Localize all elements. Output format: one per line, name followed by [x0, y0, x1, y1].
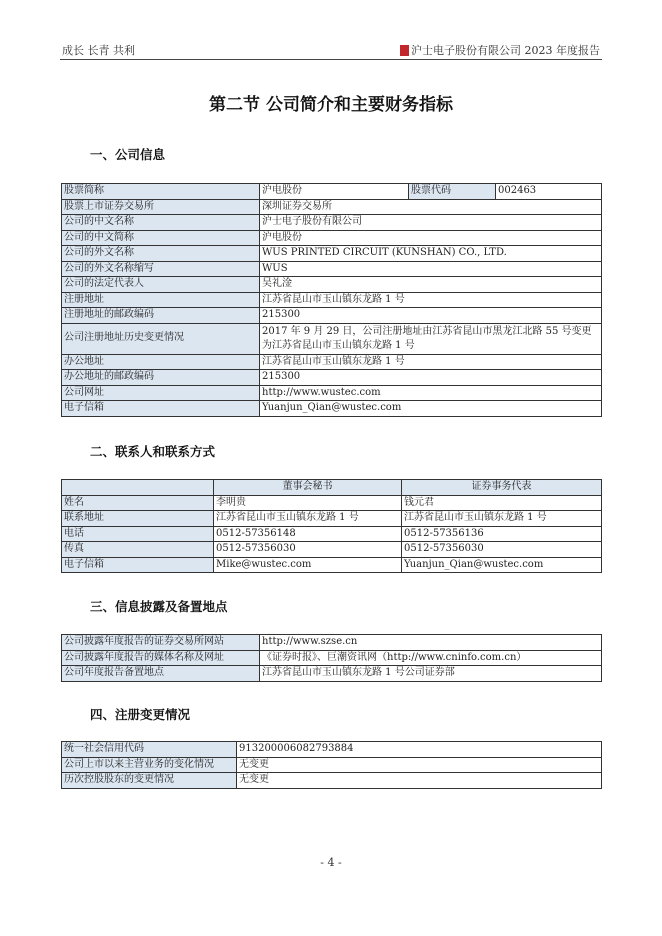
row-label: 历次控股股东的变更情况: [62, 773, 237, 789]
row-label: 公司注册地址历史变更情况: [62, 323, 260, 354]
secretary-value: 江苏省昆山市玉山镇东龙路 1 号: [214, 511, 402, 527]
row-label: 电子信箱: [62, 557, 214, 573]
row-label: 公司的中文名称: [62, 215, 260, 231]
row-label: 公司的外文名称: [62, 246, 260, 262]
rep-value: 0512-57356136: [402, 526, 602, 542]
row-value: 215300: [260, 308, 602, 324]
row-value: 《证券时报》、巨潮资讯网（http://www.cninfo.com.cn）: [260, 650, 602, 666]
row-label: 股票上市证券交易所: [62, 199, 260, 215]
table-row: [62, 215, 602, 231]
section-heading-disclosure: 三、信息披露及备置地点: [90, 599, 228, 614]
table-row: [62, 354, 602, 370]
row-value: 2017 年 9 月 29 日，公司注册地址由江苏省昆山市黑龙江北路 55 号变更为江苏省昆山市玉山镇东龙路 1 号: [260, 323, 602, 354]
row-label: 办公地址: [62, 354, 260, 370]
row-value: Yuanjun_Qian@wustec.com: [260, 401, 602, 417]
table-row: [62, 292, 602, 308]
header-slogan: 成长 长青 共利: [62, 44, 135, 57]
table-row: [62, 308, 602, 324]
header-report-title: [400, 42, 600, 58]
table-row: [62, 635, 602, 651]
table-row: [62, 199, 602, 215]
row-label: 传真: [62, 542, 214, 558]
row-label: 注册地址的邮政编码: [62, 308, 260, 324]
row-value: WUS PRINTED CIRCUIT (KUNSHAN) CO., LTD.: [260, 246, 602, 262]
row-label: 办公地址的邮政编码: [62, 370, 260, 386]
row-label: 公司年度报告备置地点: [62, 666, 260, 682]
table-row: [62, 495, 602, 511]
table-row: [62, 230, 602, 246]
table-row: [62, 385, 602, 401]
stock-abbr-label: 股票简称: [62, 184, 260, 200]
section-heading-company-info: 一、公司信息: [90, 147, 166, 162]
report-title-text: 沪士电子股份有限公司 2023 年度报告: [411, 44, 600, 57]
page-number: - 4 -: [320, 856, 342, 869]
contacts-table: [61, 479, 602, 573]
row-label: 电子信箱: [62, 401, 260, 417]
row-value: 无变更: [237, 773, 602, 789]
row-label: 公司的中文简称: [62, 230, 260, 246]
row-label: 注册地址: [62, 292, 260, 308]
stock-abbr-value: 沪电股份: [260, 184, 409, 200]
row-label: 公司披露年度报告的证券交易所网站: [62, 635, 260, 651]
secretary-value: 0512-57356148: [214, 526, 402, 542]
row-value: 江苏省昆山市玉山镇东龙路 1 号公司证券部: [260, 666, 602, 682]
disclosure-table: [61, 634, 602, 682]
row-label: 公司披露年度报告的媒体名称及网址: [62, 650, 260, 666]
rep-value: 江苏省昆山市玉山镇东龙路 1 号: [402, 511, 602, 527]
table-row: [62, 261, 602, 277]
row-value: http://www.szse.cn: [260, 635, 602, 651]
row-value: 深圳证券交易所: [260, 199, 602, 215]
row-value: 913200006082793884: [237, 742, 602, 758]
rep-value: 钱元君: [402, 495, 602, 511]
secretary-value: 李明贵: [214, 495, 402, 511]
registration-table: [61, 741, 602, 789]
section-heading-registration: 四、注册变更情况: [90, 707, 191, 722]
section-heading-contacts: 二、联系人和联系方式: [90, 444, 216, 459]
row-label: 公司的外文名称缩写: [62, 261, 260, 277]
table-row: [62, 542, 602, 558]
header-rep: 证券事务代表: [402, 480, 602, 496]
header-secretary: 董事会秘书: [214, 480, 402, 496]
row-value: http://www.wustec.com: [260, 385, 602, 401]
table-row: [62, 511, 602, 527]
row-value: 江苏省昆山市玉山镇东龙路 1 号: [260, 354, 602, 370]
table-row: [62, 323, 602, 354]
company-info-table: [61, 183, 602, 417]
header-divider: [60, 59, 602, 60]
table-row: [62, 773, 602, 789]
header-empty: [62, 480, 214, 496]
stock-code-value: 002463: [496, 184, 602, 200]
table-row: [62, 401, 602, 417]
row-label: 姓名: [62, 495, 214, 511]
table-row: [62, 666, 602, 682]
table-row: [62, 757, 602, 773]
row-label: 公司上市以来主营业务的变化情况: [62, 757, 237, 773]
row-value: 沪士电子股份有限公司: [260, 215, 602, 231]
table-row: [62, 370, 602, 386]
table-row: [62, 742, 602, 758]
table-row: [62, 184, 602, 200]
row-value: 江苏省昆山市玉山镇东龙路 1 号: [260, 292, 602, 308]
rep-value: Yuanjun_Qian@wustec.com: [402, 557, 602, 573]
page-title: 第二节 公司简介和主要财务指标: [209, 95, 453, 115]
row-label: 统一社会信用代码: [62, 742, 237, 758]
rep-value: 0512-57356030: [402, 542, 602, 558]
secretary-value: Mike@wustec.com: [214, 557, 402, 573]
row-label: 公司的法定代表人: [62, 277, 260, 293]
row-value: 215300: [260, 370, 602, 386]
row-value: WUS: [260, 261, 602, 277]
row-label: 电话: [62, 526, 214, 542]
table-row: [62, 246, 602, 262]
row-value: 无变更: [237, 757, 602, 773]
row-label: 联系地址: [62, 511, 214, 527]
table-row: [62, 526, 602, 542]
row-value: 沪电股份: [260, 230, 602, 246]
company-logo-icon: [400, 45, 409, 56]
table-header-row: [62, 480, 602, 496]
table-row: [62, 650, 602, 666]
stock-code-label: 股票代码: [409, 184, 496, 200]
row-value: 吴礼淦: [260, 277, 602, 293]
secretary-value: 0512-57356030: [214, 542, 402, 558]
table-row: [62, 277, 602, 293]
row-label: 公司网址: [62, 385, 260, 401]
table-row: [62, 557, 602, 573]
